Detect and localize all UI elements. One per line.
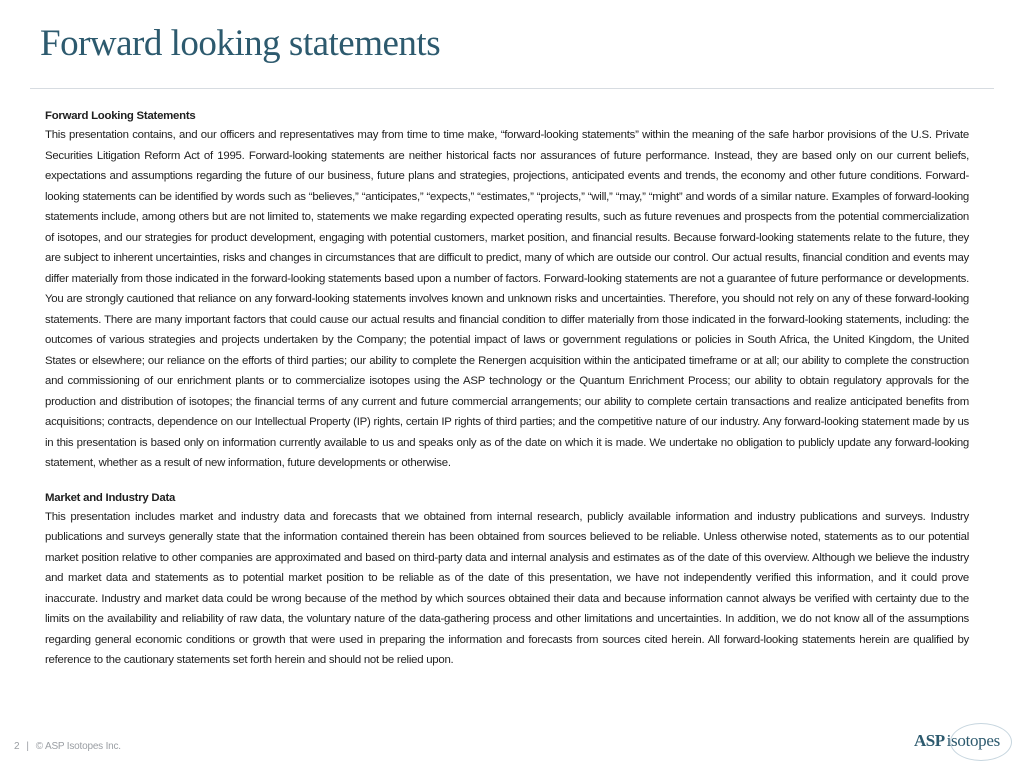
page-number: 2: [14, 741, 20, 752]
footer-separator: |: [26, 741, 29, 752]
section-heading: Forward Looking Statements: [45, 110, 196, 122]
section-heading: Market and Industry Data: [45, 491, 176, 504]
logo-brand: ASP: [914, 731, 945, 750]
footer: [14, 741, 121, 752]
content-area: [45, 108, 969, 671]
title-divider: [30, 88, 994, 89]
logo-product: isotopes: [946, 731, 1000, 750]
section-body: This presentation includes market and industry data and forecasts that we obtained from internal research, publicly available information and industry publications and surveys. Industry publications and surveys generally state that the information contained therein has been obtained from sources believed to be reliable. Unless otherwise noted, statements as to our potential market position relative to other companies are approximated and based on third-party data and internal analysis and estimates as of the date of this overview. Although we believe the industry and market data and statements as to potential market position to be reliable as of the date of this presentation, we have not independently verified this information, and it could prove inaccurate. Industry and market data could be wrong because of the method by which sources obtained their data and because information cannot always be verified with certainty due to the limits on the availability and reliability of raw data, the voluntary nature of the data-gathering process and other limitations and uncertainties. In addition, we do not know all of the assumptions regarding general economic conditions or growth that were used in preparing the information and forecasts from sources cited herein. All forward-looking statements herein are qualified by reference to the cautionary statements set forth herein and should not be relied upon.: [45, 510, 969, 666]
logo-wordmark: [914, 731, 1000, 751]
section-spacer: [45, 474, 969, 490]
section-body: This presentation contains, and our officers and representatives may from time to time make, “forward-looking statements” within the meaning of the safe harbor provisions of the U.S. Private Securities Litigation Reform Act of 1995. Forward-looking statements are neither historical facts nor assurances of future performance. Instead, they are based only on our current beliefs, expectations and assumptions regarding the future of our business, future plans and strategies, projections, anticipated events and trends, the economy and other future conditions. Forward-looking statements can be identified by words such as “believes,” “anticipates,” “expects,” “estimates,” “projects,” “will,” “may,” “might” and words of a similar nature. Examples of forward-looking statements include, among others but are not limited to, statements we make regarding expected operating results, such as future revenues and prospects from the potential commercialization of isotopes, and our strategies for product development, engaging with potential customers, market position, and financial results. Because forward-looking statements relate to the future, they are subject to inherent uncertainties, risks and changes in circumstances that are difficult to predict, many of which are outside our control. Our actual results, financial condition and events may differ materially from those indicated in the forward-looking statements based upon a number of factors. Forward-looking statements are not a guarantee of future performance or developments. You are strongly cautioned that reliance on any forward-looking statements involves known and unknown risks and uncertainties. Therefore, you should not rely on any of these forward-looking statements. There are many important factors that could cause our actual results and financial condition to differ materially from those indicated in the forward-looking statements, including: the outcomes of various strategies and projects undertaken by the Company; the potential impact of laws or government regulations or policies in South Africa, the United Kingdom, the United States or elsewhere; our reliance on the efforts of third parties; our ability to complete the Renergen acquisition within the anticipated timeframe or at all; our ability to complete the construction and commissioning of our enrichment plants or to commercialize isotopes using the ASP technology or the Quantum Enrichment Process; our ability to obtain regulatory approvals for the production and distribution of isotopes; the financial terms of any current and future commercial arrangements; our ability to complete certain transactions and realize anticipated benefits from acquisitions; contracts, dependence on our Intellectual Property (IP) rights, certain IP rights of third parties; and the competitive nature of our industry. Any forward-looking statement made by us in this presentation is based only on information currently available to us and speaks only as of the date on which it is made. We undertake no obligation to publicly update any forward-looking statement, whether as a result of new information, future developments or otherwise.: [45, 129, 969, 469]
company-logo: [914, 723, 1012, 761]
copyright-text: © ASP Isotopes Inc.: [35, 741, 121, 752]
section-forward-looking: [45, 108, 969, 474]
slide-title: Forward looking statements: [40, 23, 441, 64]
section-market-industry: [45, 490, 969, 671]
